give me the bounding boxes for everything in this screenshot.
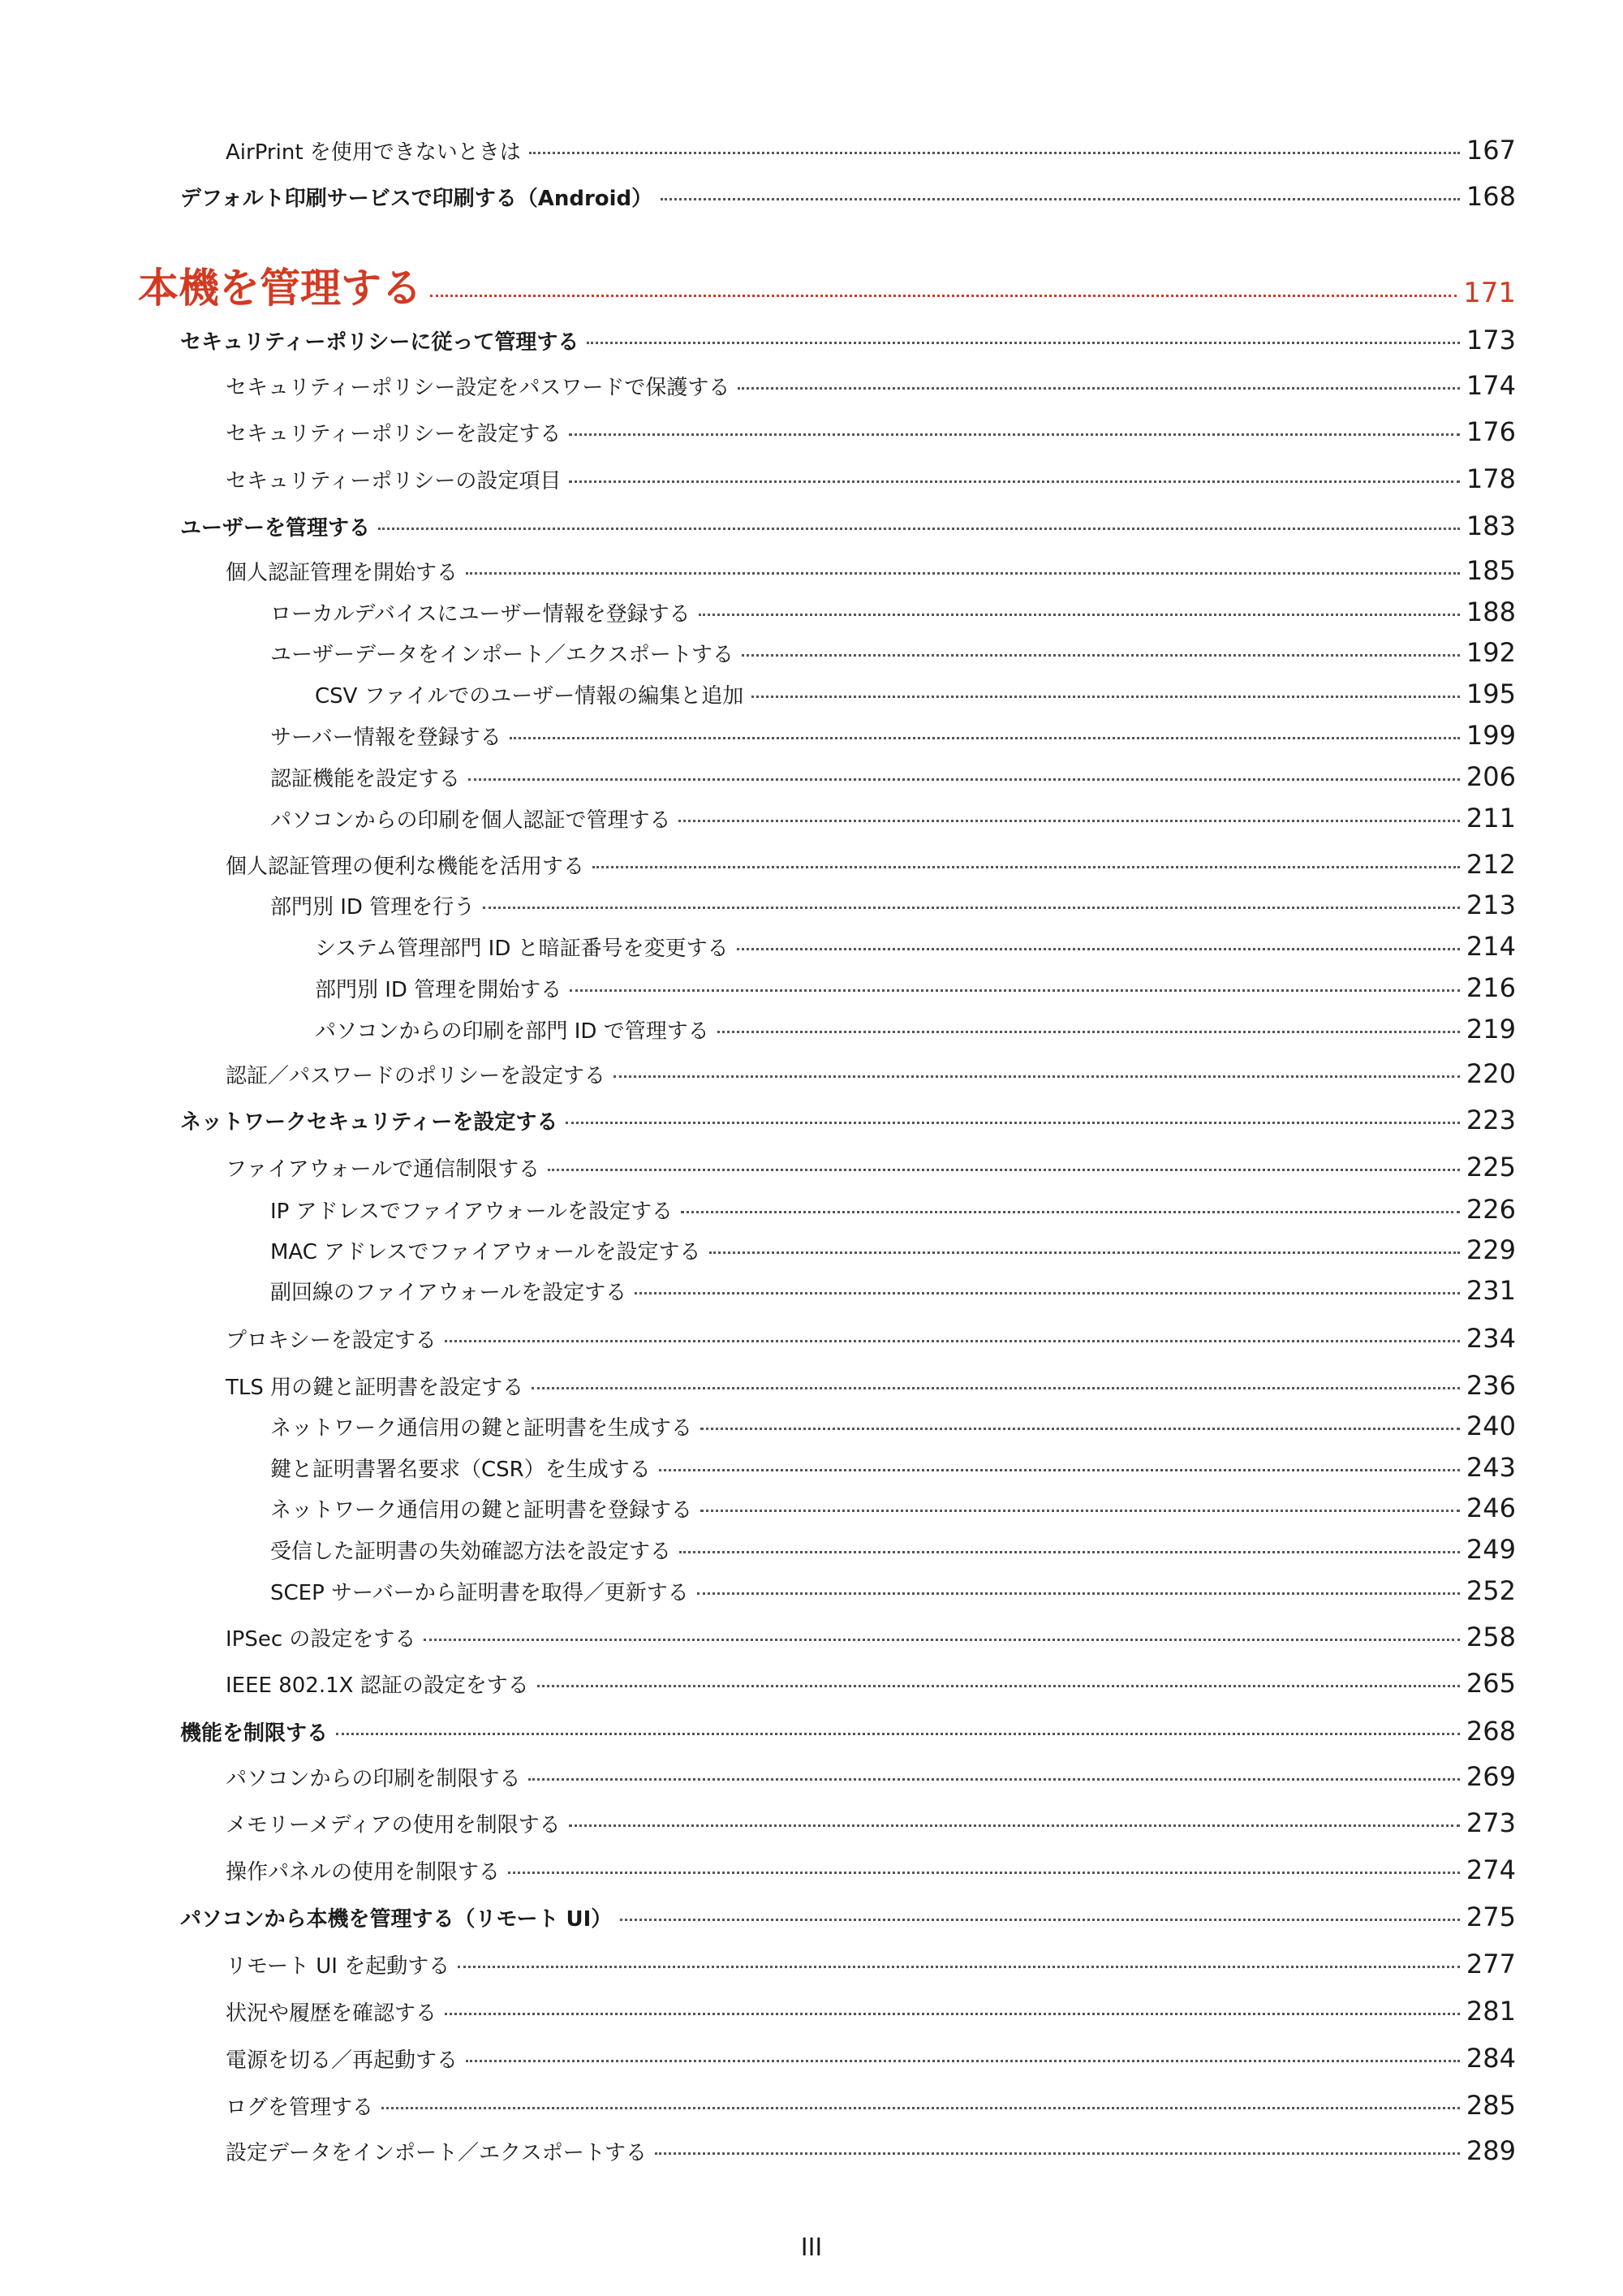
toc-entry[interactable]	[315, 969, 1516, 1006]
dot-leader	[655, 2152, 1460, 2155]
toc-entry-page: 249	[1466, 1534, 1516, 1565]
toc-entry[interactable]	[226, 1320, 1516, 1357]
toc-entry-page: 281	[1466, 1996, 1516, 2027]
toc-entry-title: メモリーメディアの使用を制限する	[226, 1813, 561, 1837]
toc-entry-page: 225	[1466, 1152, 1516, 1182]
toc-entry-title: パソコンから本機を管理する（リモート UI）	[180, 1907, 613, 1932]
toc-entry[interactable]	[226, 2087, 1516, 2124]
dot-leader	[483, 907, 1460, 909]
toc-entry-page: 188	[1466, 597, 1516, 627]
dot-leader	[700, 1428, 1460, 1430]
toc-entry-page: 226	[1466, 1194, 1516, 1225]
toc-entry-page: 185	[1466, 555, 1516, 586]
toc-entry-page: 178	[1466, 463, 1516, 494]
toc-entry-title: パソコンからの印刷を部門 ID で管理する	[315, 1019, 709, 1044]
toc-entry[interactable]	[226, 131, 1516, 169]
toc-entry-title: 部門別 ID 管理を開始する	[315, 978, 562, 1002]
toc-entry-title: セキュリティーポリシーの設定項目	[226, 469, 562, 493]
dot-leader	[569, 480, 1460, 483]
toc-entry-title: セキュリティーポリシーに従って管理する	[180, 330, 579, 355]
toc-entry-page: 274	[1466, 1854, 1516, 1885]
toc-entry-title: プロキシーを設定する	[226, 1329, 437, 1353]
dot-leader	[445, 1340, 1460, 1342]
dot-leader	[742, 654, 1460, 657]
toc-entry-title: 電源を切る／再起動する	[226, 2048, 458, 2073]
toc-entry[interactable]	[270, 758, 1516, 795]
toc-entry[interactable]	[270, 1407, 1516, 1445]
toc-entry-page: 285	[1466, 2090, 1516, 2121]
toc-entry-title: 部門別 ID 管理を行う	[270, 895, 476, 920]
dot-leader	[466, 2060, 1460, 2062]
toc-entry-page: 246	[1466, 1493, 1516, 1523]
toc-entry[interactable]	[180, 1101, 1516, 1139]
toc-entry[interactable]	[270, 886, 1516, 924]
toc-entry-page: 211	[1466, 803, 1516, 834]
dot-leader	[336, 1733, 1460, 1735]
toc-entry-title: セキュリティーポリシーを設定する	[226, 422, 562, 446]
toc-entry-page: 168	[1466, 181, 1516, 212]
toc-entry[interactable]	[226, 1945, 1516, 1983]
dot-leader	[635, 1292, 1460, 1294]
toc-entry-title: 個人認証管理を開始する	[226, 561, 458, 585]
toc-entry-title: ログを管理する	[226, 2096, 374, 2120]
toc-entry-title: ネットワーク通信用の鍵と証明書を登録する	[270, 1498, 693, 1523]
toc-entry-title: ネットワークセキュリティーを設定する	[180, 1110, 558, 1135]
dot-leader	[587, 342, 1460, 344]
toc-entry[interactable]	[180, 507, 1516, 545]
toc-entry-page: 275	[1466, 1902, 1516, 1932]
dot-leader	[620, 1919, 1460, 1921]
toc-entry-page: 206	[1466, 761, 1516, 792]
toc-entry-title: IPSec の設定をする	[226, 1627, 416, 1652]
toc-entry-page: 273	[1466, 1807, 1516, 1838]
dot-leader	[445, 2013, 1460, 2015]
toc-entry-title: IEEE 802.1X 認証の設定をする	[226, 1674, 529, 1698]
dot-leader	[468, 778, 1460, 781]
toc-entry-page: 223	[1466, 1105, 1516, 1135]
dot-leader	[679, 1551, 1460, 1553]
dot-leader	[738, 387, 1460, 390]
toc-entry-title: 認証機能を設定する	[270, 767, 461, 791]
toc-entry-page: 289	[1466, 2135, 1516, 2166]
toc-chapter-entry[interactable]	[138, 260, 1516, 317]
toc-entry[interactable]	[226, 1804, 1516, 1842]
toc-entry[interactable]	[270, 593, 1516, 631]
dot-leader	[508, 1872, 1460, 1874]
toc-entry[interactable]	[270, 1572, 1516, 1609]
toc-entry-page: 192	[1466, 637, 1516, 668]
toc-entry-title: 本機を管理する	[138, 265, 422, 312]
dot-leader	[430, 295, 1457, 297]
page-number: III	[800, 2234, 823, 2262]
dot-leader	[569, 433, 1460, 436]
dot-leader	[592, 866, 1460, 868]
toc-entry-title: システム管理部門 ID と暗証番号を変更する	[315, 937, 729, 961]
toc-entry[interactable]	[226, 1618, 1516, 1656]
toc-entry-title: ユーザーを管理する	[180, 516, 371, 541]
dot-leader	[458, 1966, 1460, 1968]
toc-entry-title: 機能を制限する	[180, 1721, 329, 1746]
toc-entry-page: 277	[1466, 1949, 1516, 1979]
toc-entry-title: CSV ファイルでのユーザー情報の編集と追加	[315, 684, 744, 709]
toc-entry[interactable]	[226, 2132, 1516, 2169]
toc-entry[interactable]	[226, 1367, 1516, 1404]
dot-leader	[678, 820, 1459, 822]
toc-entry-title: リモート UI を起動する	[226, 1954, 450, 1979]
toc-entry-title: AirPrint を使用できないときは	[226, 140, 521, 165]
toc-entry[interactable]	[226, 1665, 1516, 1702]
toc-entry[interactable]	[315, 928, 1516, 965]
toc-entry[interactable]	[270, 717, 1516, 754]
toc-entry-title: 状況や履歴を確認する	[226, 2001, 437, 2026]
toc-entry[interactable]	[226, 413, 1516, 450]
toc-entry[interactable]	[226, 1758, 1516, 1795]
toc-entry[interactable]	[226, 1851, 1516, 1889]
toc-entry[interactable]	[226, 460, 1516, 498]
toc-entry-page: 183	[1466, 510, 1516, 541]
toc-entry-page: 269	[1466, 1761, 1516, 1792]
toc-entry-title: IP アドレスでファイアウォールを設定する	[270, 1200, 673, 1224]
toc-entry[interactable]	[226, 2040, 1516, 2077]
toc-entry-title: 鍵と証明書署名要求（CSR）を生成する	[270, 1458, 651, 1482]
dot-leader	[548, 1169, 1460, 1171]
toc-entry-page: 243	[1466, 1452, 1516, 1483]
toc-entry-title: TLS 用の鍵と証明書を設定する	[226, 1376, 524, 1400]
dot-leader	[681, 1211, 1460, 1213]
dot-leader	[510, 737, 1460, 739]
dot-leader	[697, 1592, 1460, 1595]
dot-leader	[699, 614, 1460, 616]
toc-entry-title: ユーザーデータをインポート／エクスポートする	[270, 643, 734, 667]
toc-entry[interactable]	[270, 1231, 1516, 1269]
toc-entry[interactable]	[226, 1055, 1516, 1092]
toc-entry-page: 284	[1466, 2043, 1516, 2074]
dot-leader	[717, 1031, 1460, 1033]
toc-entry[interactable]	[270, 1449, 1516, 1486]
dot-leader	[537, 1685, 1460, 1687]
toc-entry[interactable]	[270, 1272, 1516, 1309]
dot-leader	[529, 152, 1460, 154]
toc-entry-page: 213	[1466, 890, 1516, 920]
toc-entry[interactable]	[180, 321, 1516, 359]
toc-entry[interactable]	[226, 552, 1516, 589]
toc-entry-title: 設定データをインポート／エクスポートする	[226, 2141, 647, 2165]
toc-entry[interactable]	[226, 1148, 1516, 1186]
toc-entry[interactable]	[180, 1898, 1516, 1936]
toc-entry-title: SCEP サーバーから証明書を取得／更新する	[270, 1581, 689, 1605]
toc-entry[interactable]	[270, 1531, 1516, 1568]
toc-entry-title: 操作パネルの使用を制限する	[226, 1860, 501, 1885]
toc-entry-page: 252	[1466, 1575, 1516, 1606]
toc-entry[interactable]	[180, 178, 1516, 215]
toc-entry-page: 231	[1466, 1275, 1516, 1306]
toc-entry-page: 173	[1466, 325, 1516, 355]
toc-entry-page: 268	[1466, 1716, 1516, 1747]
dot-leader	[424, 1639, 1460, 1641]
toc-entry-title: 副回線のファイアウォールを設定する	[270, 1281, 627, 1305]
toc-entry[interactable]	[226, 367, 1516, 404]
toc-entry[interactable]	[315, 1010, 1516, 1048]
toc-entry-page: 214	[1466, 931, 1516, 962]
dot-leader	[378, 528, 1460, 530]
toc-entry-page: 167	[1466, 135, 1516, 166]
toc-entry-page: 229	[1466, 1234, 1516, 1265]
dot-leader	[613, 1075, 1460, 1078]
dot-leader	[751, 696, 1460, 698]
toc-entry-title: ファイアウォールで通信制限する	[226, 1157, 540, 1182]
toc-entry-page: 265	[1466, 1668, 1516, 1699]
toc-entry-page: 234	[1466, 1323, 1516, 1354]
toc-entry-page: 176	[1466, 416, 1516, 447]
toc-entry[interactable]	[315, 675, 1516, 713]
dot-leader	[570, 989, 1460, 992]
toc-entry-title: ローカルデバイスにユーザー情報を登録する	[270, 602, 691, 627]
dot-leader	[381, 2107, 1460, 2109]
dot-leader	[466, 572, 1460, 575]
toc-entry[interactable]	[270, 1191, 1516, 1228]
toc-entry-title: パソコンからの印刷を制限する	[226, 1767, 521, 1791]
toc-entry-title: 受信した証明書の失効確認方法を設定する	[270, 1540, 672, 1564]
dot-leader	[659, 1469, 1460, 1471]
toc-entry-page: 220	[1466, 1058, 1516, 1089]
toc-entry-title: MAC アドレスでファイアウォールを設定する	[270, 1240, 701, 1264]
toc-entry-page: 171	[1463, 277, 1516, 309]
toc-entry-page: 219	[1466, 1014, 1516, 1045]
toc-entry-title: 個人認証管理の便利な機能を活用する	[226, 855, 585, 879]
toc-entry-title: パソコンからの印刷を個人認証で管理する	[270, 808, 671, 833]
dot-leader	[569, 1824, 1460, 1827]
toc-entry-title: セキュリティーポリシー設定をパスワードで保護する	[226, 376, 730, 400]
dot-leader	[528, 1778, 1459, 1781]
toc-entry[interactable]	[270, 799, 1516, 837]
toc-entry[interactable]	[180, 1712, 1516, 1750]
toc-entry-page: 212	[1466, 849, 1516, 880]
toc-entry-page: 199	[1466, 720, 1516, 751]
toc-entry-page: 216	[1466, 972, 1516, 1003]
toc-entry-title: ネットワーク通信用の鍵と証明書を生成する	[270, 1416, 693, 1441]
toc-entry-page: 258	[1466, 1622, 1516, 1652]
toc-entry-page: 240	[1466, 1411, 1516, 1441]
toc-entry-page: 236	[1466, 1370, 1516, 1401]
toc-entry[interactable]	[270, 634, 1516, 671]
toc-entry-title: 認証／パスワードのポリシーを設定する	[226, 1064, 606, 1088]
toc-entry-title: デフォルト印刷サービスで印刷する（Android）	[180, 187, 653, 211]
toc-entry[interactable]	[226, 846, 1516, 883]
toc-entry-page: 195	[1466, 678, 1516, 709]
toc-entry-title: サーバー情報を登録する	[270, 726, 502, 750]
dot-leader	[532, 1387, 1460, 1389]
dot-leader	[700, 1510, 1460, 1512]
toc-entry[interactable]	[226, 1992, 1516, 2030]
toc-entry-page: 174	[1466, 370, 1516, 401]
toc-entry[interactable]	[270, 1489, 1516, 1527]
dot-leader	[737, 948, 1460, 950]
dot-leader	[566, 1122, 1460, 1124]
dot-leader	[709, 1251, 1460, 1254]
dot-leader	[661, 198, 1460, 200]
